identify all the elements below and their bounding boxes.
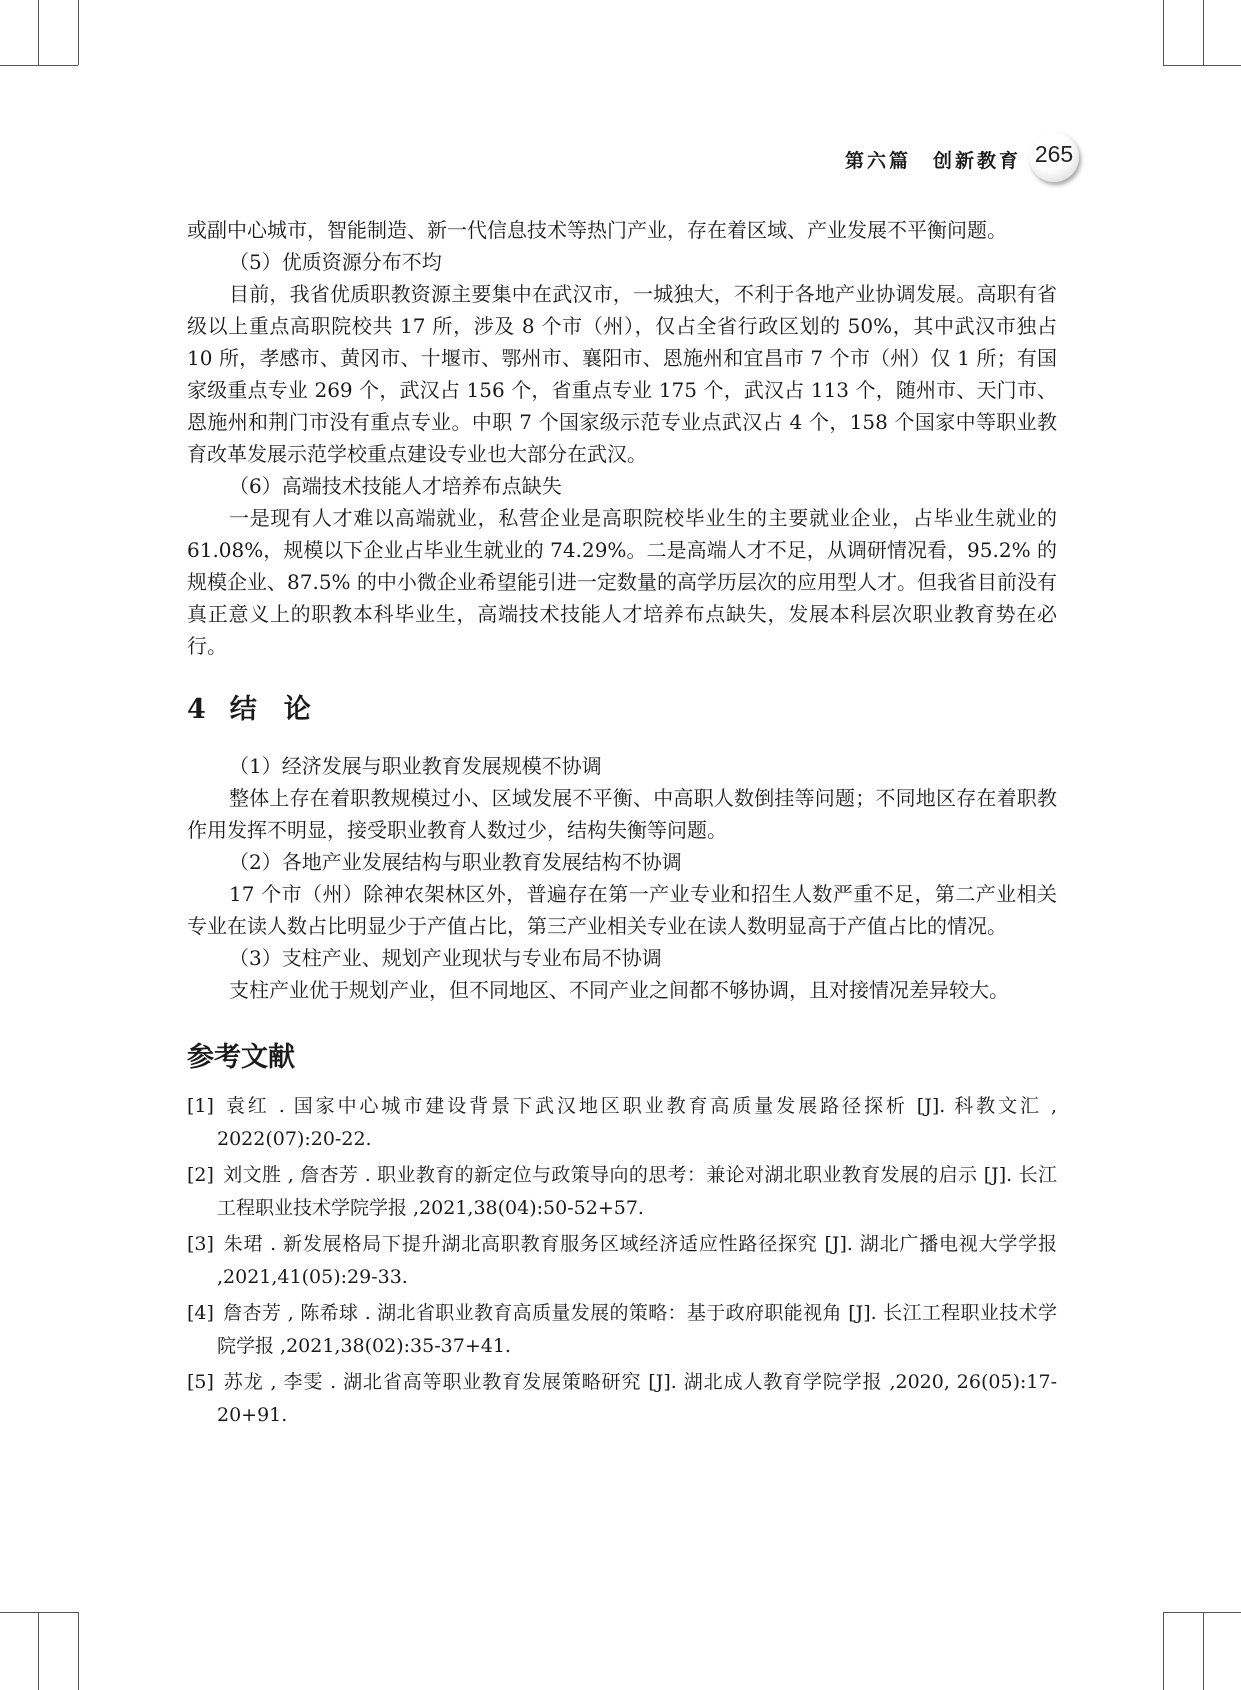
crop-mark (1163, 1612, 1241, 1613)
reference-item (187, 1297, 1057, 1363)
reference-tag: [3] (187, 1233, 214, 1255)
crop-mark (1163, 0, 1164, 65)
subheading: （5）优质资源分布不均 (229, 250, 442, 274)
reference-tag: [1] (187, 1095, 214, 1117)
crop-mark (1203, 0, 1204, 65)
paragraph: 支柱产业优于规划产业，但不同地区、不同产业之间都不够协调，且对接情况差异较大。 (229, 978, 1009, 1002)
paragraph: 整体上存在着职教规模过小、区域发展不平衡、中高职人数倒挂等问题；不同地区存在着职教作用发挥不明显，接受职业教育人数过少，结构失衡等问题。 (187, 786, 1057, 842)
paragraph: 17 个市（州）除神农架林区外，普遍存在第一产业专业和招生人数严重不足，第二产业相关专业在读人数占比明显少于产值占比，第三产业相关专业在读人数明显高于产值占比的情况。 (187, 882, 1057, 938)
crop-mark (38, 0, 39, 65)
references-list (187, 1090, 1057, 1432)
page-number-badge: 265 (1029, 132, 1079, 182)
subheading: （6）高端技术技能人才培养布点缺失 (229, 474, 562, 498)
reference-item (187, 1159, 1057, 1225)
references-heading: 参考文献 (187, 1042, 295, 1073)
crop-mark (78, 0, 79, 65)
reference-tag: [5] (187, 1371, 214, 1393)
subheading: （3）支柱产业、规划产业现状与专业布局不协调 (229, 946, 662, 970)
crop-mark (1163, 1612, 1164, 1690)
reference-item (187, 1366, 1057, 1432)
section-heading (187, 692, 1057, 728)
reference-tag: [2] (187, 1164, 214, 1186)
reference-text: 朱珺 . 新发展格局下提升湖北高职教育服务区域经济适应性路径探究 [J]. 湖北广播电视大学学报 ,2021,41(05):29-33. (217, 1233, 1057, 1288)
subheading: （1）经济发展与职业教育发展规模不协调 (229, 754, 602, 778)
crop-mark (78, 1612, 79, 1690)
page-content (187, 214, 1057, 1435)
reference-text: 詹杏芳 , 陈希球 . 湖北省职业教育高质量发展的策略：基于政府职能视角 [J]. 长江工程职业技术学院学报 ,2021,38(02):35-37+41. (217, 1302, 1057, 1357)
paragraph: 一是现有人才难以高端就业，私营企业是高职院校毕业生的主要就业企业，占毕业生就业的 61.08%，规模以下企业占毕业生就业的 74.29%。二是高端人才不足，从调研情况看，95.2% 的规模企业、87.5% 的中小微企业希望能引进一定数量的高学历层次的应用型人才。但我省目前没有真正意义上的职教本科毕业生，高端技术技能人才培养布点缺失，发展本科层次职业教育势在必行。 (187, 506, 1057, 658)
reference-tag: [4] (187, 1302, 214, 1324)
crop-mark (1203, 1612, 1204, 1690)
section-number: 4 (187, 694, 206, 725)
reference-text: 苏龙 , 李雯 . 湖北省高等职业教育发展策略研究 [J]. 湖北成人教育学院学报 ,2020, 26(05):17-20+91. (217, 1371, 1057, 1426)
reference-text: 刘文胜 , 詹杏芳 . 职业教育的新定位与政策导向的思考：兼论对湖北职业教育发展的启示 [J]. 长江工程职业技术学院学报 ,2021,38(04):50-52+57. (217, 1164, 1057, 1219)
running-head: 第六篇 创新教育 (845, 150, 1022, 172)
crop-mark (38, 1612, 39, 1690)
paragraph: 目前，我省优质职教资源主要集中在武汉市，一城独大，不利于各地产业协调发展。高职有省级以上重点高职院校共 17 所，涉及 8 个市（州），仅占全省行政区划的 50%，其中武汉市独占 10 所，孝感市、黄冈市、十堰市、鄂州市、襄阳市、恩施州和宜昌市 7 个市（州）仅 1 所；有国家级重点专业 269 个，武汉占 156 个，省重点专业 175 个，武汉占 113 个，随州市、天门市、恩施州和荆门市没有重点专业。中职 7 个国家级示范专业点武汉占 4 个，158 个国家中等职业教育改革发展示范学校重点建设专业也大部分在武汉。 (187, 282, 1057, 466)
crop-mark (0, 1612, 78, 1613)
subheading: （2）各地产业发展结构与职业教育发展结构不协调 (229, 850, 682, 874)
crop-mark (0, 65, 78, 66)
reference-text: 袁红 . 国家中心城市建设背景下武汉地区职业教育高质量发展路径探析 [J]. 科教文汇 , 2022(07):20-22. (217, 1095, 1057, 1150)
reference-item (187, 1228, 1057, 1294)
reference-item (187, 1090, 1057, 1156)
paragraph: 或副中心城市，智能制造、新一代信息技术等热门产业，存在着区域、产业发展不平衡问题。 (187, 218, 1007, 242)
crop-mark (1163, 65, 1241, 66)
section-title: 结 论 (229, 694, 311, 725)
